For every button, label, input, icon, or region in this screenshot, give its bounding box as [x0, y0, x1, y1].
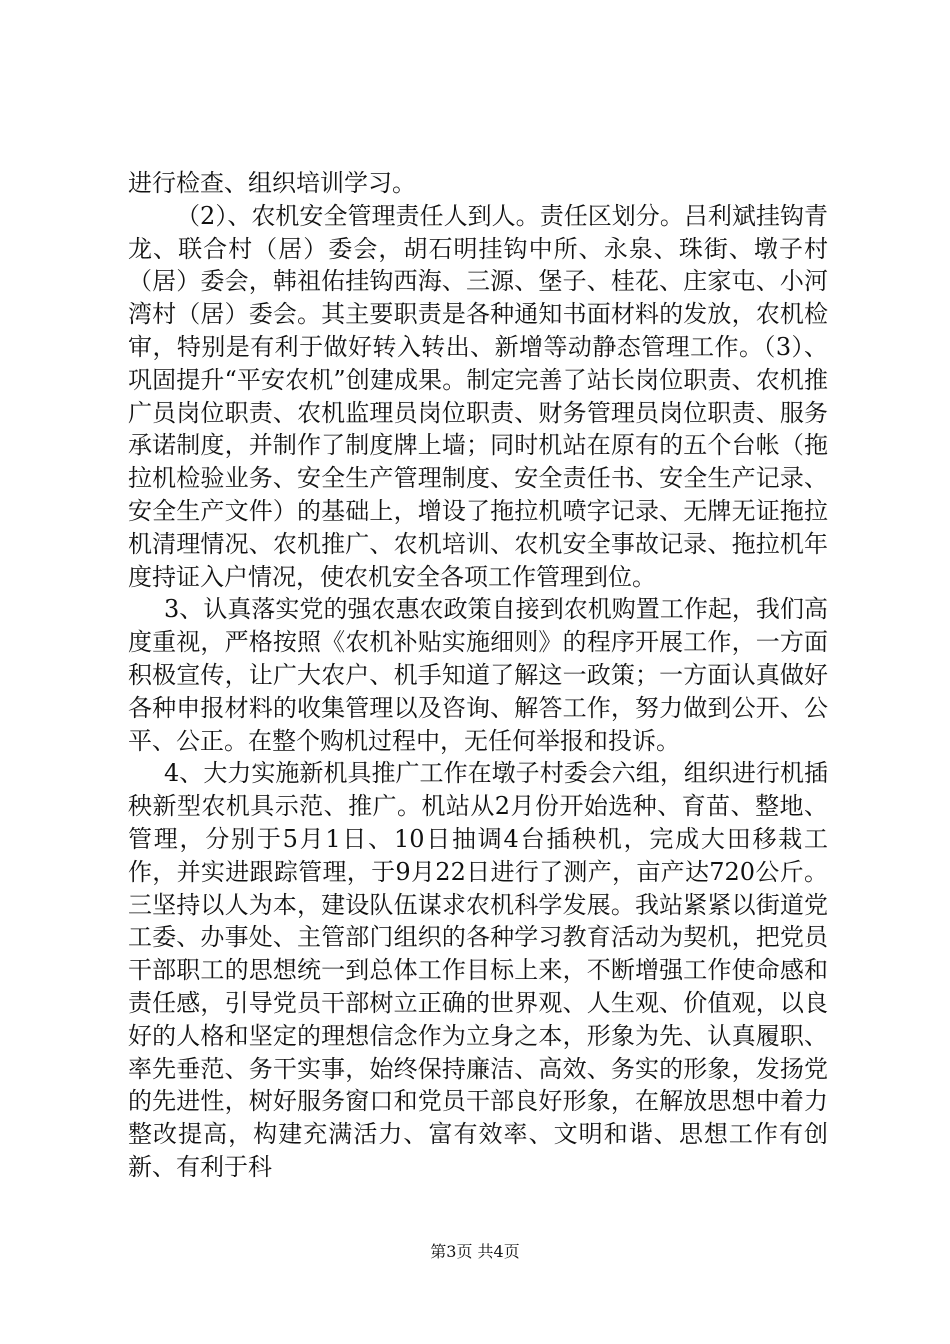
paragraph-continuation: 进行检查、组织培训学习。: [128, 169, 416, 197]
paragraph-new-machinery: 4、大力实施新机具推广工作在墩子村委会六组，组织进行机插秧新型农机具示范、推广。机站从2月份开始选种、育苗、整地、管理，分别于5月1日、10日抽调4台插秧机，完成大田移栽工作，并实进跟踪管理，于9月22日进行了测产，亩产达720公斤。三坚持以人为本，建设队伍谋求农机科学发展。我站紧紧以街道党工委、办事处、主管部门组织的各种学习教育活动为契机，把党员干部职工的思想统一到总体工作目标上来，不断增强工作使命感和责任感，引导党员干部树立正确的世界观、人生观、价值观，以良好的人格和坚定的理想信念作为立身之本，形象为先、认真履职、率先垂范、务干实事，始终保持廉洁、高效、务实的形象，发扬党的先进性，树好服务窗口和党员干部良好形象，在解放思想中着力整改提高，构建充满活力、富有效率、文明和谐、思想工作有创新、有利于科: [128, 759, 828, 1181]
document-body: [128, 167, 828, 1184]
page-number-footer: 第3页 共4页: [430, 1242, 520, 1261]
paragraph-safety-responsibility: （2）、农机安全管理责任人到人。责任区划分。吕利斌挂钩青龙、联合村（居）委会，胡石明挂钩中所、永泉、珠街、墩子村（居）委会，韩祖佑挂钩西海、三源、堡子、桂花、庄家屯、小河湾村（居）委会。其主要职责是各种通知书面材料的发放，农机检审，特别是有利于做好转入转出、新增等动静态管理工作。（3）、巩固提升“平安农机”创建成果。制定完善了站长岗位职责、农机推广员岗位职责、农机监理员岗位职责、财务管理员岗位职责、服务承诺制度，并制作了制度牌上墙；同时机站在原有的五个台帐（拖拉机检验业务、安全生产管理制度、安全责任书、安全生产记录、安全生产文件）的基础上，增设了拖拉机喷字记录、无牌无证拖拉机清理情况、农机推广、农机培训、农机安全事故记录、拖拉机年度持证入户情况，使农机安全各项工作管理到位。: [128, 201, 828, 591]
paragraph-subsidy-policy: 3、认真落实党的强农惠农政策自接到农机购置工作起，我们高度重视，严格按照《农机补贴实施细则》的程序开展工作，一方面积极宣传，让广大农户、机手知道了解这一政策；一方面认真做好各种申报材料的收集管理以及咨询、解答工作，努力做到公开、公平、公正。在整个购机过程中，无任何举报和投诉。: [128, 595, 828, 755]
